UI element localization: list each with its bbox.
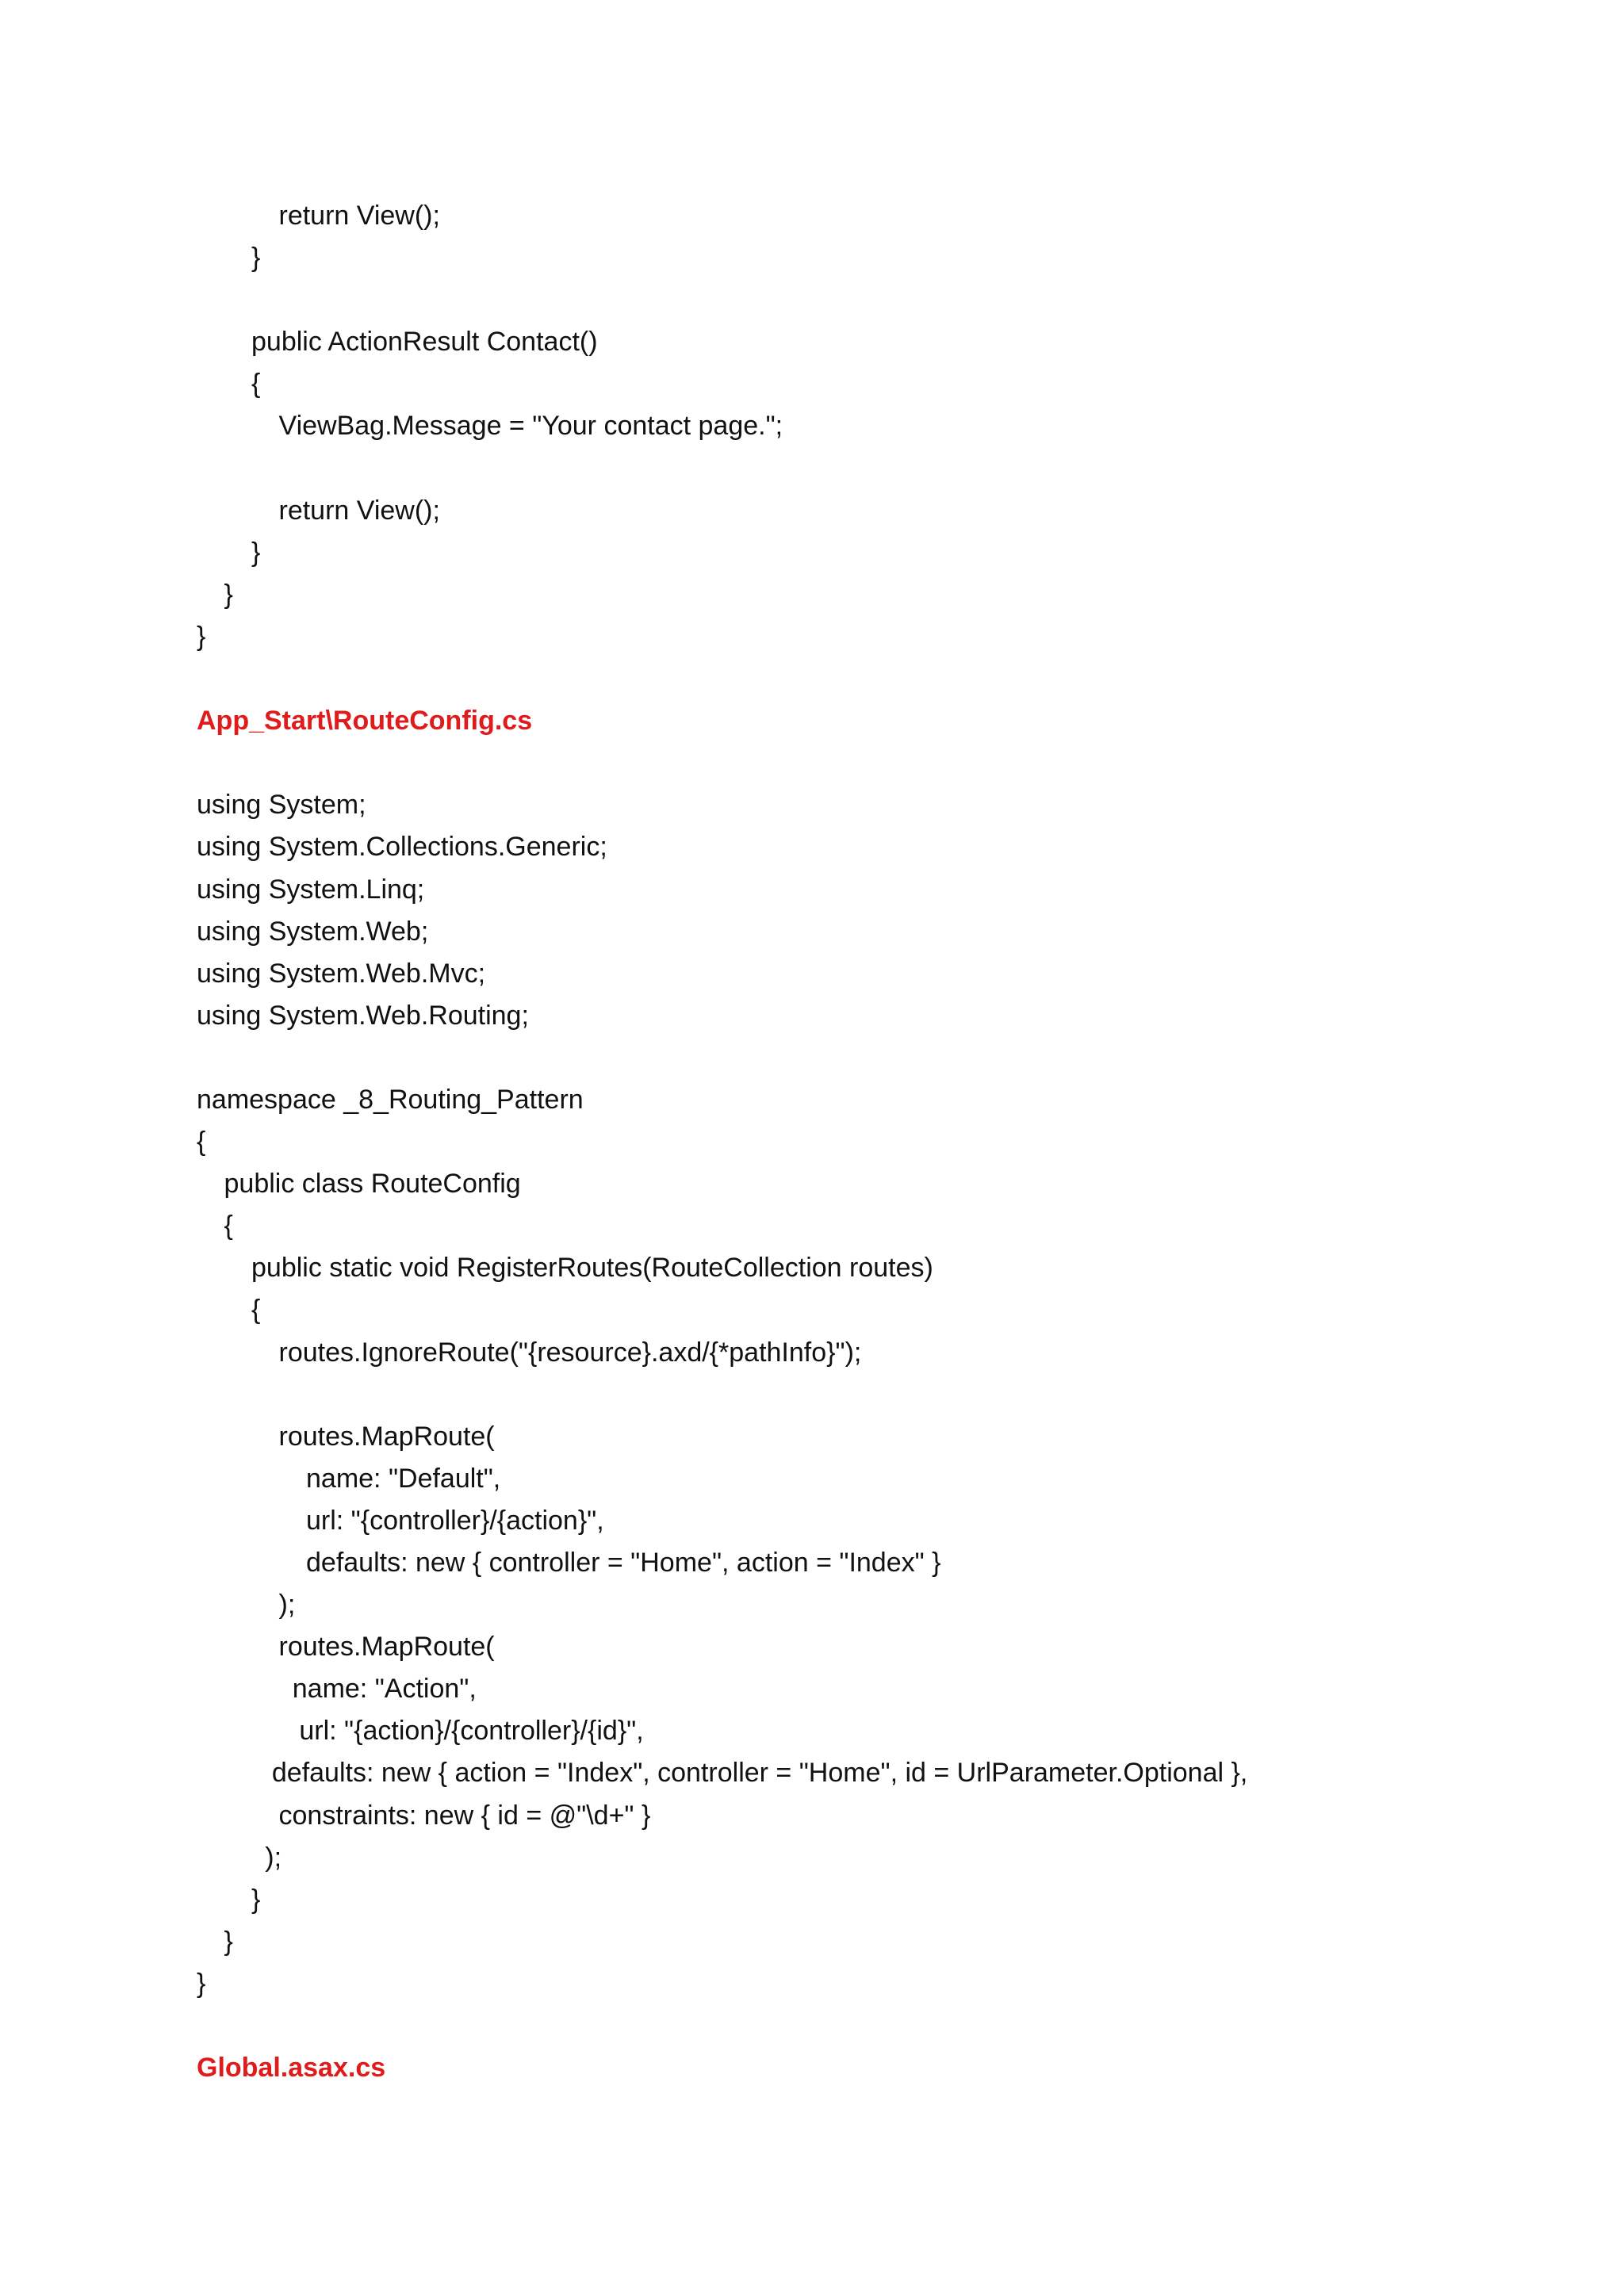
blank-line xyxy=(197,2005,1529,2047)
code-line: public static void RegisterRoutes(RouteCollection routes) xyxy=(251,1253,933,1284)
code-line: routes.MapRoute( xyxy=(278,1632,495,1663)
code-line: public ActionResult Contact() xyxy=(251,327,598,358)
code-line: { xyxy=(251,1295,261,1326)
blank-line xyxy=(197,742,1529,784)
code-line: } xyxy=(251,1884,261,1915)
code-line: defaults: new { controller = "Home", action = "Index" } xyxy=(306,1548,941,1578)
code-line: url: "{controller}/{action}", xyxy=(306,1505,604,1536)
code-line: } xyxy=(224,579,233,610)
code-line: ); xyxy=(265,1842,282,1873)
blank-line xyxy=(197,1037,1529,1079)
code-line: using System.Collections.Generic; xyxy=(197,832,607,863)
code-line: public class RouteConfig xyxy=(224,1169,521,1200)
code-line: url: "{action}/{controller}/{id}", xyxy=(299,1716,644,1747)
code-line: using System.Web; xyxy=(197,916,429,947)
blank-line xyxy=(197,279,1529,321)
code-line: } xyxy=(197,1968,206,1999)
code-line: return View(); xyxy=(278,495,440,526)
blank-line xyxy=(197,658,1529,700)
code-line: { xyxy=(197,1127,206,1158)
code-line: namespace _8_Routing_Pattern xyxy=(197,1084,584,1115)
code-line: using System.Web.Mvc; xyxy=(197,958,486,989)
code-line: { xyxy=(224,1211,233,1242)
file-heading: App_Start\RouteConfig.cs xyxy=(197,706,533,737)
code-line: name: "Action", xyxy=(292,1674,477,1705)
code-listing xyxy=(197,195,1529,2089)
code-line: { xyxy=(251,369,261,400)
code-line: using System.Web.Routing; xyxy=(197,1000,529,1031)
code-line: ViewBag.Message = "Your contact page."; xyxy=(278,411,783,442)
code-line: name: "Default", xyxy=(306,1463,501,1494)
blank-line xyxy=(197,1374,1529,1416)
code-line: } xyxy=(224,1926,233,1957)
code-line: return View(); xyxy=(278,201,440,231)
code-line: routes.IgnoreRoute("{resource}.axd/{*pathInfo}"); xyxy=(278,1337,862,1368)
code-line: ); xyxy=(278,1590,296,1621)
file-heading: Global.asax.cs xyxy=(197,2053,386,2084)
code-line: } xyxy=(197,621,206,652)
code-line: defaults: new { action = "Index", controller = "Home", id = UrlParameter.Optional }, xyxy=(271,1758,1248,1789)
code-line: } xyxy=(251,537,261,568)
code-line: } xyxy=(251,243,261,274)
code-line: constraints: new { id = @"\d+" } xyxy=(278,1800,651,1831)
code-line: routes.MapRoute( xyxy=(278,1421,495,1452)
code-line: using System.Linq; xyxy=(197,874,425,905)
blank-line xyxy=(197,448,1529,490)
code-line: using System; xyxy=(197,790,366,821)
